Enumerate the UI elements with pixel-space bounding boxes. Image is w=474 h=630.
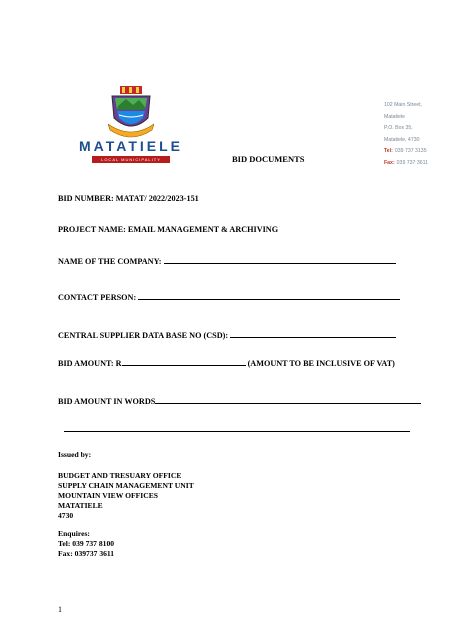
issuer-line: 4730 <box>58 511 74 520</box>
company-name-label: NAME OF THE COMPANY: <box>58 257 162 266</box>
issued-by-label: Issued by: <box>58 450 92 459</box>
tel-label: Tel: <box>384 148 393 154</box>
csd-blank[interactable] <box>230 330 396 338</box>
address-line: P.O. Box 35, <box>384 125 413 131</box>
bid-amount-blank[interactable] <box>122 358 246 366</box>
contact-person-label: CONTACT PERSON: <box>58 293 137 302</box>
tel-line <box>384 146 464 158</box>
address-line: 102 Main Street, <box>384 102 423 108</box>
bid-amount-note: (AMOUNT TO BE INCLUSIVE OF VAT) <box>247 359 395 368</box>
bid-words-blank[interactable] <box>155 396 421 404</box>
bid-words-label: BID AMOUNT IN WORDS <box>58 397 156 406</box>
issuer-line: MOUNTAIN VIEW OFFICES <box>58 491 158 500</box>
tel-value: 039 737 3135 <box>394 148 427 154</box>
bid-words-row <box>58 396 421 406</box>
address-line: Matatiele <box>384 113 406 120</box>
bid-number: BID NUMBER: MATAT/ 2022/2023-151 <box>58 194 199 203</box>
project-name: PROJECT NAME: EMAIL MANAGEMENT & ARCHIVING <box>58 225 279 234</box>
issuer-line: BUDGET AND TRESUARY OFFICE <box>58 471 182 480</box>
fax-value: 039 737 3611 <box>396 159 429 166</box>
csd-label: CENTRAL SUPPLIER DATA BASE NO (CSD): <box>58 331 229 340</box>
csd-row <box>58 330 396 340</box>
contact-person-row <box>58 292 400 302</box>
matatiele-logo <box>72 86 190 166</box>
issuer-line: MATATIELE <box>58 501 103 510</box>
bid-amount-label: BID AMOUNT: R <box>58 359 122 368</box>
municipal-crest-icon <box>108 86 154 138</box>
company-name-row <box>58 256 396 266</box>
contact-person-blank[interactable] <box>138 292 400 300</box>
address-block <box>384 100 464 169</box>
enquiries-tel: Tel: 039 737 8100 <box>58 539 115 548</box>
fax-line <box>384 158 464 170</box>
page-number: 1 <box>58 605 62 614</box>
address-line: Matatiele, 4730 <box>384 136 420 143</box>
enquiries-label: Enquires: <box>58 529 90 538</box>
brand-subtitle: LOCAL MUNICIPALITY <box>92 156 170 163</box>
bid-words-extra-line[interactable] <box>64 431 410 432</box>
fax-label: Fax: <box>384 159 395 166</box>
company-name-blank[interactable] <box>164 256 396 264</box>
bid-amount-row <box>58 358 395 368</box>
brand-name: MATATIELE <box>79 138 183 154</box>
enquiries-fax: Fax: 039737 3611 <box>58 549 115 558</box>
document-title: BID DOCUMENTS <box>232 154 305 164</box>
issuer-line: SUPPLY CHAIN MANAGEMENT UNIT <box>58 481 194 490</box>
